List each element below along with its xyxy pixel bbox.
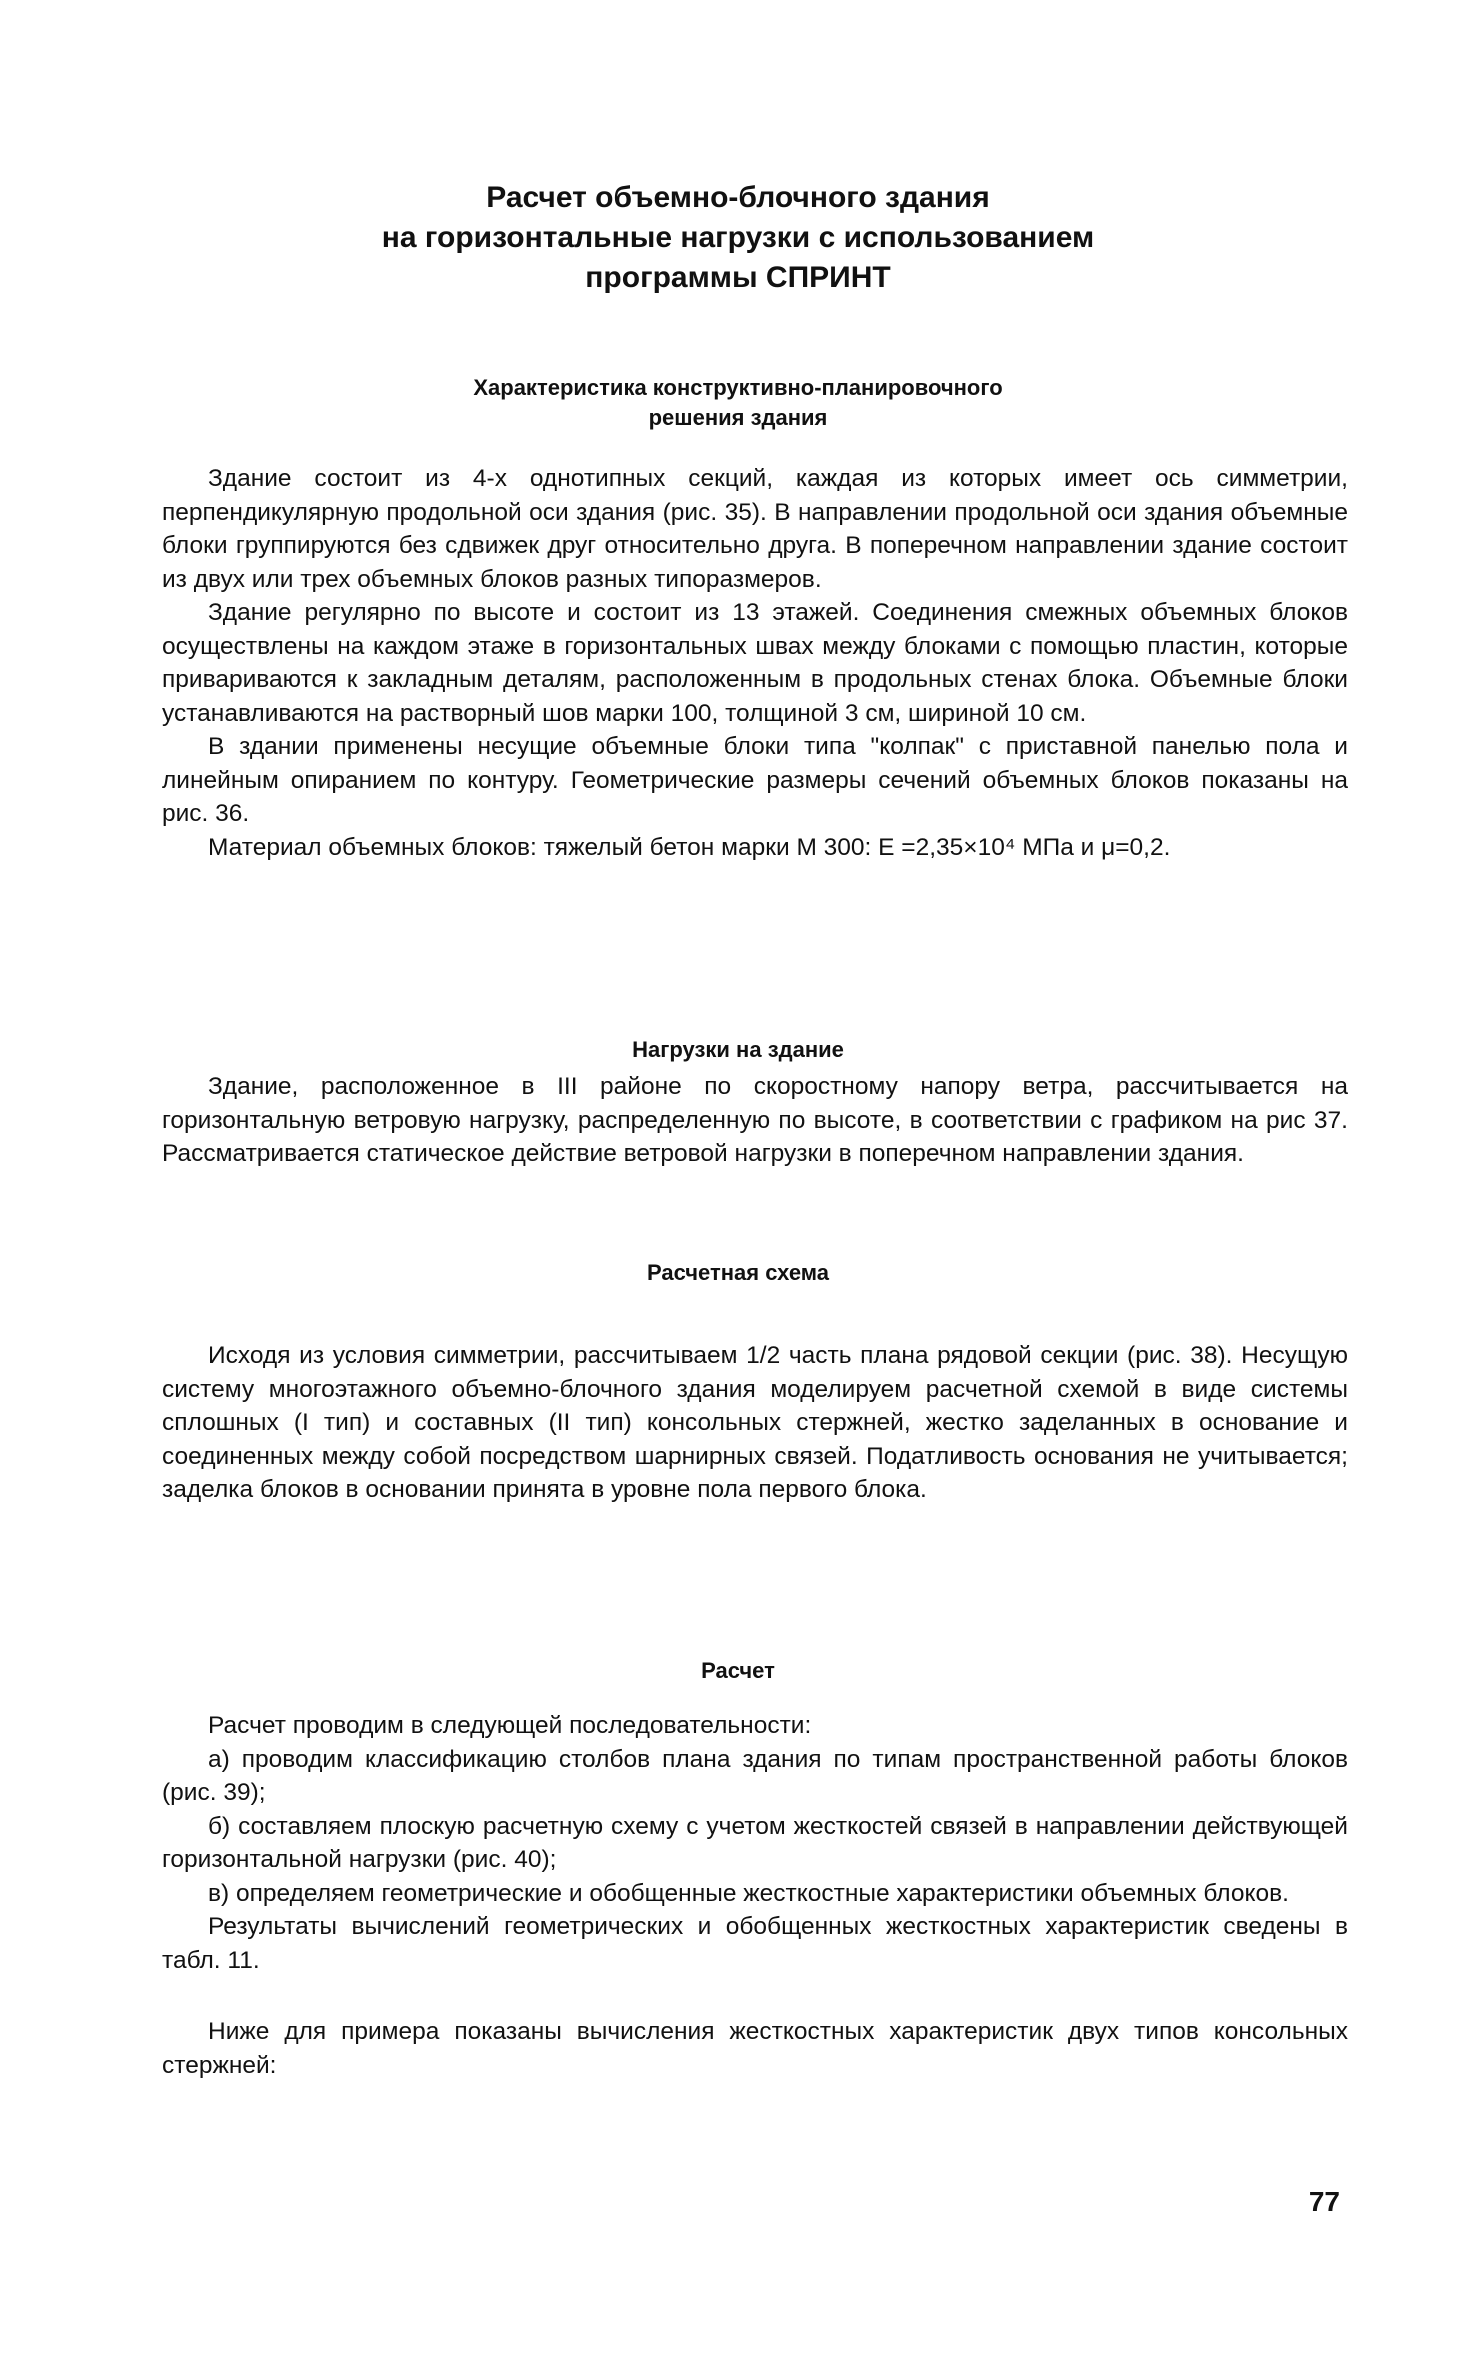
section-heading-text: Расчет bbox=[701, 1658, 775, 1683]
paragraph: Ниже для примера показаны вычисления жесткостных характеристик двух типов консольных стержней: bbox=[162, 2018, 1348, 2079]
paragraph: Исходя из условия симметрии, рассчитываем 1/2 часть плана рядовой секции (рис. 38). Несущую систему многоэтажного объемно-блочного здания моделируем расчетной схемой в виде системы сплошных (I тип) и составных (II тип) консольных стержней, жестко заделанных в основание и соединенных между собой посредством шарнирных связей. Податливость основания не учитывается; заделка блоков в основании принята в уровне пола первого блока. bbox=[162, 1342, 1348, 1503]
page-number: 77 bbox=[1308, 2186, 1340, 2217]
paragraph: Материал объемных блоков: тяжелый бетон марки М 300: E =2,35×10⁴ МПа и μ=0,2. bbox=[208, 833, 1171, 861]
section-body-design-scheme bbox=[162, 1339, 1348, 1507]
list-item: б) составляем плоскую расчетную схему с учетом жесткостей связей в направлении действующей горизонтальной нагрузки (рис. 40); bbox=[162, 1812, 1348, 1873]
section-body-loads bbox=[162, 1070, 1348, 1171]
paragraph: Здание регулярно по высоте и состоит из 13 этажей. Соединения смежных объемных блоков осуществлены на каждом этаже в горизонтальных швах между блоками с помощью пластин, которые привариваются к закладным деталям, расположенным в продольных стенах блока. Объемные блоки устанавливаются на растворный шов марки 100, толщиной 3 см, шириной 10 см. bbox=[162, 599, 1348, 727]
section-heading-design-scheme bbox=[0, 1258, 1476, 1288]
paragraph: Здание состоит из 4-х однотипных секций, каждая из которых имеет ось симметрии, перпендикулярную продольной оси здания (рис. 35). В направлении продольной оси здания объемные блоки группируются без сдвижек друг относительно друга. В поперечном направлении здание состоит из двух или трех объемных блоков разных типоразмеров. bbox=[162, 465, 1348, 593]
page-title bbox=[0, 178, 1476, 298]
section-body-calculation bbox=[162, 1709, 1348, 2082]
section-heading-characteristics bbox=[0, 373, 1476, 433]
paragraph: В здании применены несущие объемные блоки типа "колпак" с приставной панелью пола и линейным опиранием по контуру. Геометрические размеры сечений объемных блоков показаны на рис. 36. bbox=[162, 733, 1348, 827]
list-item: в) определяем геометрические и обобщенные жесткостные характеристики объемных блоков. bbox=[208, 1879, 1289, 1907]
section-heading-calculation bbox=[0, 1656, 1476, 1686]
paragraph: Результаты вычислений геометрических и обобщенных жесткостных характеристик сведены в табл. 11. bbox=[162, 1913, 1348, 1974]
section-heading-loads bbox=[0, 1035, 1476, 1065]
title-line-1: Расчет объемно-блочного здания bbox=[486, 181, 990, 214]
section-heading-line-2: решения здания bbox=[648, 405, 828, 430]
paragraph: Здание, расположенное в III районе по скоростному напору ветра, рассчитывается на горизонтальную ветровую нагрузку, распределенную по высоте, в соответствии с графиком на рис 37. Рассматривается статическое действие ветровой нагрузки в поперечном направлении здания. bbox=[162, 1073, 1348, 1167]
title-line-3: программы СПРИНТ bbox=[585, 261, 891, 294]
title-line-2: на горизонтальные нагрузки с использованием bbox=[381, 221, 1095, 254]
section-heading-text: Расчетная схема bbox=[646, 1260, 830, 1285]
section-body-characteristics bbox=[162, 462, 1348, 864]
list-item: а) проводим классификацию столбов плана здания по типам пространственной работы блоков (рис. 39); bbox=[162, 1745, 1348, 1806]
section-heading-line-1: Характеристика конструктивно-планировочного bbox=[473, 375, 1003, 400]
paragraph: Расчет проводим в следующей последовательности: bbox=[208, 1712, 812, 1739]
section-heading-text: Нагрузки на здание bbox=[632, 1037, 844, 1062]
